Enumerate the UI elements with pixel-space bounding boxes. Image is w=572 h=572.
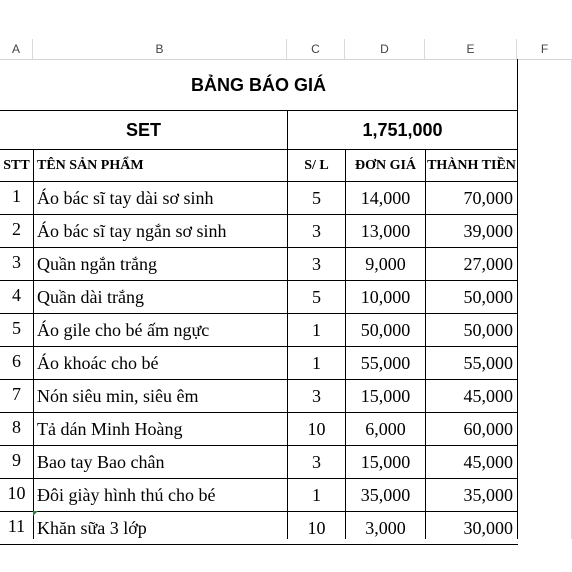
row-product-name[interactable]: Nón siêu min, siêu êm [37, 386, 199, 406]
row-quantity[interactable]: 3 [312, 452, 321, 472]
row-unit-price[interactable]: 14,000 [360, 188, 411, 208]
row-unit-price[interactable]: 10,000 [360, 287, 411, 307]
header-total[interactable]: THÀNH TIỀN [427, 158, 516, 173]
row-quantity[interactable]: 10 [307, 518, 326, 538]
row-total[interactable]: 50,000 [463, 320, 513, 340]
row-product-name[interactable]: Áo khoác cho bé [37, 353, 159, 373]
row-quantity[interactable]: 5 [312, 287, 321, 307]
row-unit-price[interactable]: 15,000 [360, 452, 411, 472]
row-quantity[interactable]: 3 [312, 386, 321, 406]
column-header-a[interactable]: A [0, 39, 33, 59]
row-quantity[interactable]: 1 [312, 320, 321, 340]
row-unit-price[interactable]: 15,000 [360, 386, 411, 406]
row-total[interactable]: 50,000 [463, 287, 513, 307]
set-label[interactable]: SET [125, 120, 161, 140]
row-product-name[interactable]: Áo gile cho bé ấm ngực [37, 320, 210, 340]
row-quantity[interactable]: 1 [312, 485, 321, 505]
header-stt[interactable]: STT [3, 158, 30, 173]
row-quantity[interactable]: 10 [307, 419, 326, 439]
sheet-title[interactable]: BẢNG BÁO GIÁ [191, 75, 326, 95]
column-header-f[interactable]: F [540, 42, 549, 56]
row-stt[interactable]: 9 [12, 450, 21, 470]
row-stt[interactable]: 1 [12, 186, 21, 206]
row-stt[interactable]: 10 [7, 483, 26, 503]
row-stt[interactable]: 3 [12, 252, 21, 272]
row-total[interactable]: 45,000 [463, 452, 513, 472]
row-product-name[interactable]: Đôi giày hình thú cho bé [37, 485, 216, 505]
row-stt[interactable]: 7 [12, 384, 21, 404]
row-quantity[interactable]: 3 [312, 254, 321, 274]
row-product-name[interactable]: Áo bác sĩ tay ngắn sơ sinh [37, 221, 227, 241]
column-header-c[interactable]: C [287, 39, 345, 59]
row-total[interactable]: 55,000 [463, 353, 513, 373]
row-quantity[interactable]: 5 [312, 188, 321, 208]
row-quantity[interactable]: 3 [312, 221, 321, 241]
row-total[interactable]: 39,000 [463, 221, 513, 241]
row-stt[interactable]: 11 [7, 516, 26, 536]
row-total[interactable]: 45,000 [463, 386, 513, 406]
row-stt[interactable]: 4 [12, 285, 21, 305]
row-quantity[interactable]: 1 [312, 353, 321, 373]
row-unit-price[interactable]: 6,000 [365, 419, 406, 439]
row-total[interactable]: 35,000 [463, 485, 513, 505]
header-quantity[interactable]: S/ L [304, 158, 329, 173]
header-unit-price[interactable]: ĐƠN GIÁ [354, 158, 417, 173]
row-stt[interactable]: 6 [12, 351, 21, 371]
set-total[interactable]: 1,751,000 [362, 120, 443, 140]
row-stt[interactable]: 2 [12, 219, 21, 239]
row-stt[interactable]: 5 [12, 318, 21, 338]
column-header-row [0, 39, 572, 60]
row-total[interactable]: 30,000 [463, 518, 513, 538]
row-product-name[interactable]: Quần ngắn trắng [37, 254, 157, 274]
column-header-b[interactable]: B [33, 39, 287, 59]
row-unit-price[interactable]: 9,000 [365, 254, 406, 274]
column-header-d[interactable]: D [345, 39, 425, 59]
row-product-name[interactable]: Quần dài trắng [37, 287, 144, 307]
row-total[interactable]: 70,000 [463, 188, 513, 208]
row-total[interactable]: 60,000 [463, 419, 513, 439]
row-product-name[interactable]: Khăn sữa 3 lớp [37, 518, 147, 538]
row-product-name[interactable]: Bao tay Bao chân [37, 452, 165, 472]
row-stt[interactable]: 8 [12, 417, 21, 437]
header-product-name[interactable]: TÊN SẢN PHẨM [37, 158, 144, 173]
row-product-name[interactable]: Áo bác sĩ tay dài sơ sinh [37, 188, 214, 208]
row-unit-price[interactable]: 35,000 [360, 485, 411, 505]
cell-comment-indicator [33, 511, 38, 516]
column-header-e[interactable]: E [425, 39, 517, 59]
row-unit-price[interactable]: 50,000 [360, 320, 411, 340]
row-unit-price[interactable]: 55,000 [360, 353, 411, 373]
row-unit-price[interactable]: 3,000 [365, 518, 406, 538]
row-unit-price[interactable]: 13,000 [360, 221, 411, 241]
row-total[interactable]: 27,000 [463, 254, 513, 274]
row-product-name[interactable]: Tả dán Minh Hoàng [37, 419, 183, 439]
